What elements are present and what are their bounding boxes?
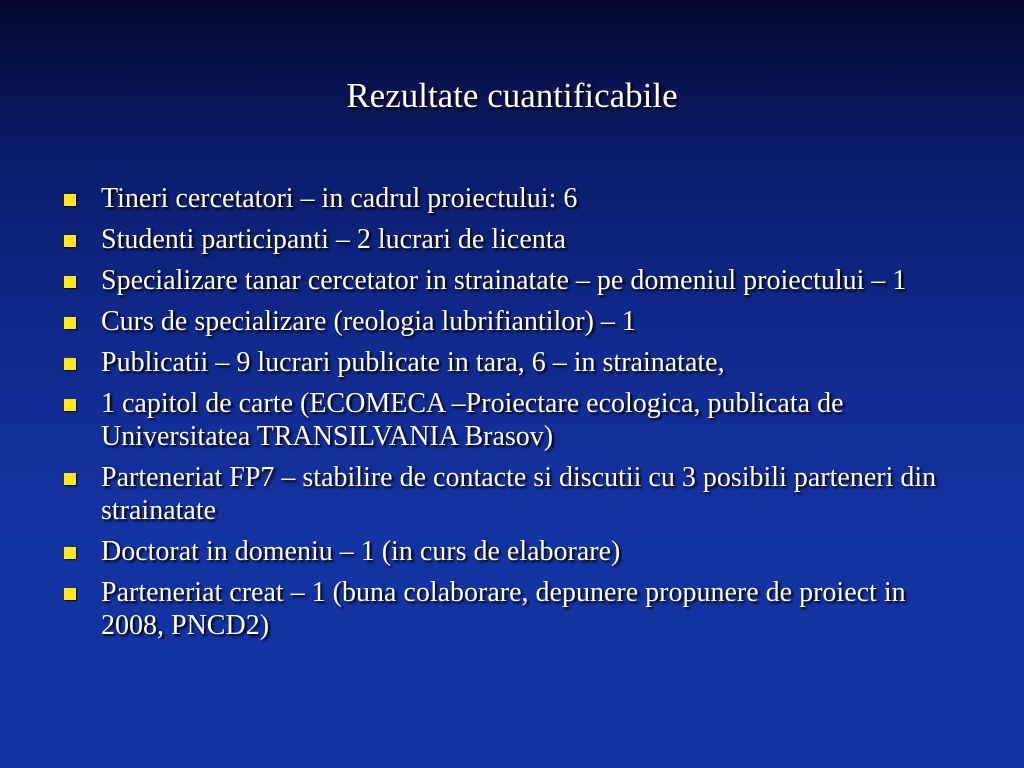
square-bullet-icon <box>64 473 76 485</box>
square-bullet-icon <box>64 547 76 559</box>
bullet-item <box>60 346 970 379</box>
square-bullet-icon <box>64 317 76 329</box>
bullet-item <box>60 264 970 297</box>
bullet-item <box>60 305 970 338</box>
bullet-text: Parteneriat FP7 – stabilire de contacte si discutii cu 3 posibili parteneri din strainatate <box>101 462 937 526</box>
square-bullet-icon <box>64 194 76 206</box>
bullet-item <box>60 576 970 642</box>
bullet-text: Doctorat in domeniu – 1 (in curs de elaborare) <box>101 536 621 567</box>
slide-title: Rezultate cuantificabile <box>346 76 678 115</box>
bullet-item <box>60 182 970 215</box>
bullet-text: 1 capitol de carte (ECOMECA –Proiectare ecologica, publicata de Universitatea TRANSILVANIA Brasov) <box>101 388 844 452</box>
bullet-text: Specializare tanar cercetator in strainatate – pe domeniul proiectului – 1 <box>101 265 907 296</box>
bullet-text: Parteneriat creat – 1 (buna colaborare, depunere propunere de proiect in 2008, PNCD2) <box>101 577 906 641</box>
bullet-item <box>60 535 970 568</box>
square-bullet-icon <box>64 235 76 247</box>
square-bullet-icon <box>64 588 76 600</box>
square-bullet-icon <box>64 276 76 288</box>
bullet-item <box>60 387 970 453</box>
square-bullet-icon <box>64 358 76 370</box>
bullet-text: Studenti participanti – 2 lucrari de licenta <box>101 224 566 255</box>
bullet-text: Publicatii – 9 lucrari publicate in tara, 6 – in strainatate, <box>101 347 725 378</box>
bullet-text: Curs de specializare (reologia lubrifiantilor) – 1 <box>101 306 636 337</box>
bullet-item <box>60 223 970 256</box>
bullet-list <box>60 182 970 650</box>
square-bullet-icon <box>64 399 76 411</box>
bullet-item <box>60 461 970 527</box>
bullet-text: Tineri cercetatori – in cadrul proiectului: 6 <box>101 183 578 214</box>
